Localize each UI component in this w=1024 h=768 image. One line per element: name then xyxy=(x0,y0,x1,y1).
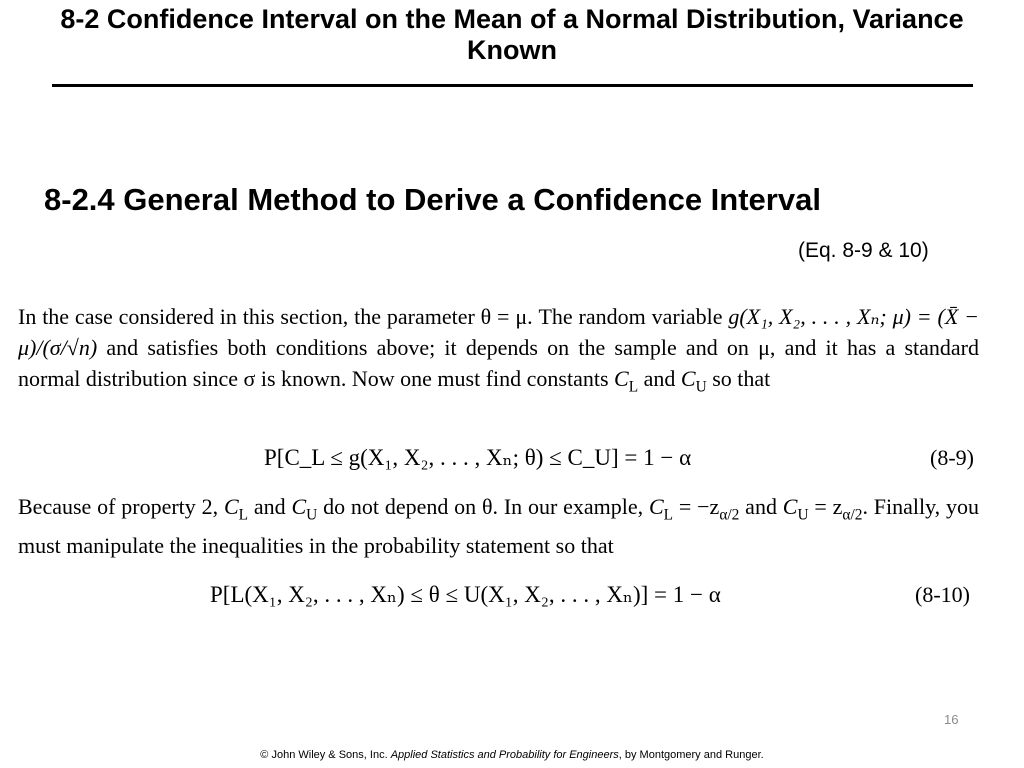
paragraph-2-part2: and xyxy=(248,494,292,519)
paragraph-2-part3: do not depend on θ. In our example, xyxy=(317,494,649,519)
footer-citation xyxy=(0,748,1024,762)
paragraph-1-tail: so that xyxy=(706,366,771,391)
section-heading: 8-2.4 General Method to Derive a Confidence Interval xyxy=(44,182,821,217)
cu-symbol-2: C xyxy=(291,494,307,519)
paragraph-2-part1: Because of property 2, xyxy=(18,494,224,519)
footer-authors: , by Montgomery and Runger. xyxy=(618,749,764,761)
random-variable-expression: g(X₁, X₂, . . . , Xₙ; μ) = (X̄ − μ)/(σ/√n) xyxy=(18,304,979,360)
equation-8-9: P[C_L ≤ g(X₁, X₂, . . . , Xₙ; θ) ≤ C_U] = 1 − α xyxy=(264,445,692,470)
cu-subscript: U xyxy=(695,378,707,396)
paragraph-2 xyxy=(18,491,979,561)
cu-symbol-3: C xyxy=(782,494,798,519)
equation-8-10: P[L(X₁, X₂, . . . , Xₙ) ≤ θ ≤ U(X₁, X₂, . . . , Xₙ)] = 1 − α xyxy=(210,582,721,607)
paragraph-1 xyxy=(18,301,979,402)
cu-value: = z xyxy=(808,494,843,519)
and-word: and xyxy=(638,366,681,391)
equation-8-9-number: (8-9) xyxy=(930,445,974,470)
cl-symbol-2: C xyxy=(223,494,239,519)
cl-symbol-3: C xyxy=(648,494,664,519)
alpha-half-subscript-2: α/2 xyxy=(842,506,863,524)
cl-subscript: L xyxy=(628,378,639,396)
cl-subscript-2: L xyxy=(238,506,249,524)
paragraph-1-intro: In the case considered in this section, the parameter θ = μ. The random variable xyxy=(18,304,729,329)
page-number: 16 xyxy=(944,712,959,727)
equation-8-10-number: (8-10) xyxy=(915,582,970,607)
title-divider xyxy=(52,84,973,87)
footer-copyright: © John Wiley & Sons, Inc. xyxy=(260,749,391,761)
equation-reference: (Eq. 8-9 & 10) xyxy=(798,239,929,262)
footer-book-title: Applied Statistics and Probability for Engineers xyxy=(390,749,619,761)
slide-title: 8-2 Confidence Interval on the Mean of a Normal Distribution, Variance Known xyxy=(60,4,964,65)
cu-subscript-3: U xyxy=(797,506,809,524)
cl-symbol: C xyxy=(614,366,629,391)
cl-value: = −z xyxy=(673,494,720,519)
cu-symbol: C xyxy=(680,366,696,391)
paragraph-2-part4: and xyxy=(739,494,783,519)
alpha-half-subscript: α/2 xyxy=(719,506,740,524)
cu-subscript-2: U xyxy=(306,506,318,524)
paragraph-2-part5: . Finally, you must manipulate the inequalities in the probability statement so that xyxy=(18,494,979,559)
paragraph-1-rest: and satisfies both conditions above; it depends on the sample and on μ, and it has a standard normal distribution since σ is known. Now one must find constants xyxy=(18,335,979,391)
cl-subscript-3: L xyxy=(663,506,674,524)
